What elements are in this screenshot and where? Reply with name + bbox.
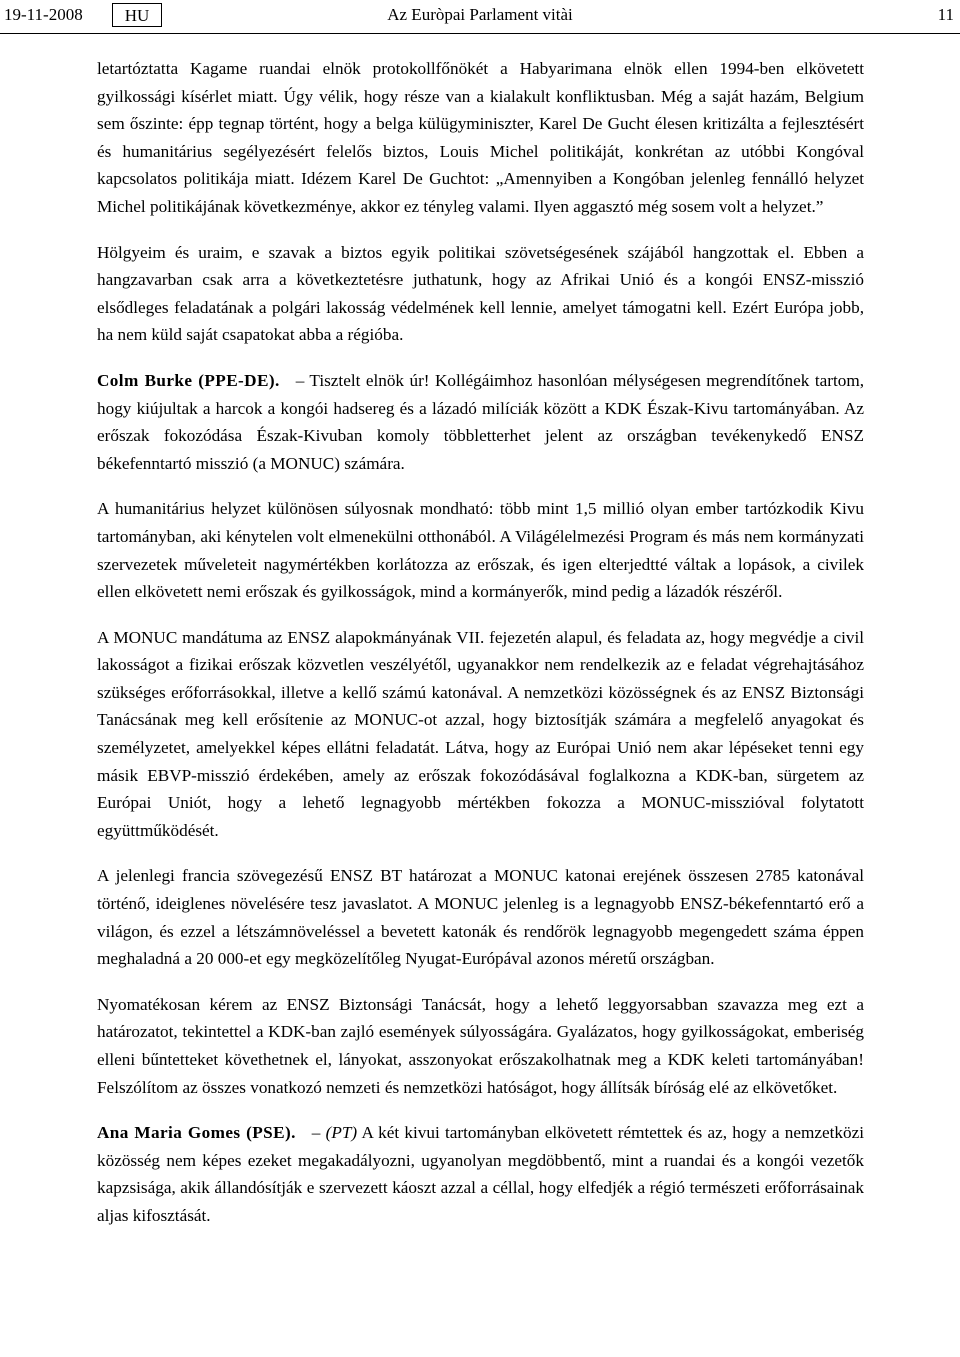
paragraph-1: letartóztatta Kagame ruandai elnök protokollfőnökét a Habyarimana elnök ellen 1994-ben elkövetett gyilkossági kísérlet miatt. Úgy vélik, hogy része van a kialakult konfliktusban. Még a saját hazám, Belgium sem őszinte: épp tegnap történt, hogy a belga külügyminiszter, Karel De Gucht élesen kritizálta a fejlesztésért és humanitárius segélyezésért felelős biztos, Louis Michel politikáját, konkrétan az utóbbi Kongóval kapcsolatos politikája miatt. Idézem Karel De Guchtot: „Amennyiben a Kongóban jelenleg fennálló helyzet Michel politikájának következménye, akkor ez tényleg valami. Ilyen aggasztó még sosem volt a helyzet.”: [97, 59, 864, 216]
language-tag: (PT): [325, 1123, 358, 1143]
speech-text: A két kivui tartományban elkövetett rémtettek és az, hogy a nemzetközi közösség nem képes ezeket megakadályozni, ugyanolyan megdöbbentő, mint a ruandai és a kongói vezetők kapzsisága, akik állandósítják e szervezett káoszt azzal a céllal, hogy elfedjék a régió természeti erőforrásainak aljas kifosztását.: [97, 1123, 864, 1225]
page-header: [0, 0, 960, 34]
paragraph-6: A jelenlegi francia szövegezésű ENSZ BT határozat a MONUC katonai erejének összesen 2785 katonával történő, ideiglenes növelésére tesz javaslatot. A MONUC jelenleg is a legnagyobb ENSZ-békefenntartó erő a világon, és ezzel a létszámnöveléssel a bevetett katonák és rendőrök legnagyobb megengedett száma éppen meghaladná a 20 000-et egy megközelítőleg Nyugat-Európával azonos méretű országban.: [97, 866, 864, 969]
document-body: [97, 55, 864, 1248]
header-title: Az Euròpai Parlament vitài: [387, 5, 573, 24]
page-number: 11: [937, 5, 954, 24]
paragraph-3: [97, 367, 864, 477]
language-badge: HU: [112, 3, 162, 27]
paragraph-7: Nyomatékosan kérem az ENSZ Biztonsági Tanácsát, hogy a lehető leggyorsabban szavazza meg ezt a határozatot, tekintettel a KDK-ban zajló események súlyosságára. Gyalázatos, hogy gyilkosságokat, emberiség elleni bűntetteket követhetnek el, lányokat, asszonyokat erőszakolhatnak meg a KDK keleti tartományában! Felszólítom az összes vonatkozó nemzeti és nemzetközi hatóságot, hogy állítsák bíróság elé az elkövetőket.: [97, 994, 864, 1097]
speech-dash: –: [295, 370, 305, 390]
header-date: 19-11-2008: [4, 5, 83, 24]
paragraph-8: [97, 1119, 864, 1229]
speaker-name: Colm Burke (PPE-DE).: [97, 370, 280, 390]
speech-dash: –: [311, 1123, 321, 1143]
paragraph-4: A humanitárius helyzet különösen súlyosnak mondható: több mint 1,5 millió olyan ember tartózkodik Kivu tartományban, aki kénytelen volt elmenekülni otthonából. A Világélelmezési Program és más nem kormányzati szervezetek műveleteit nagymértékben korlátozza az erőszak, és igen elterjedtté váltak a lopások, a civilek ellen elkövetett nemi erőszak és gyilkosságok, mind a kormányerők, mind pedig a lázadók részéről.: [97, 499, 864, 602]
speech-text: Tisztelt elnök úr! Kollégáimhoz hasonlóan mélységesen megrendítőnek tartom, hogy kiújultak a harcok a kongói hadsereg és a lázadó milíciák között a KDK Észak-Kivu tartományában. Az erőszak fokozódása Észak-Kivuban komoly többletterhet jelent az országban tevékenykedő ENSZ békefenntartó misszió (a MONUC) számára.: [97, 370, 864, 473]
speaker-name: Ana Maria Gomes (PSE).: [97, 1123, 296, 1143]
paragraph-5: A MONUC mandátuma az ENSZ alapokmányának VII. fejezetén alapul, és feladata az, hogy megvédje a civil lakosságot a fizikai erőszak közvetlen veszélyétől, ugyanakkor nem rendelkezik az e feladat végrehajtásához szükséges erőforrásokkal, illetve a kellő számú katonával. A nemzetközi közösségnek és az ENSZ Biztonsági Tanácsának meg kell erősítenie az MONUC-ot azzal, hogy biztosítják számára a megfelelő anyagokat és személyzetet, amelyekkel képes ellátni feladatát. Látva, hogy az Európai Unió nem akar lépéseket tenni egy másik EBVP-misszió érdekében, amely az erőszak fokozódásával foglalkozna a KDK-ban, sürgetem az Európai Uniót, hogy a lehető legnagyobb mértékben fokozza a MONUC-misszióval folytatott együttműködését.: [97, 627, 864, 840]
paragraph-2: Hölgyeim és uraim, e szavak a biztos egyik politikai szövetségesének szájából hangzottak el. Ebben a hangzavarban csak arra a következtetésre juthatunk, hogy az Afrikai Unió és a kongói ENSZ-misszió elsődleges feladatának a polgári lakosság védelmének kell lennie, amelyet támogatni kell. Ezért Európa jobb, ha nem küld saját csapatokat abba a régióba.: [97, 242, 864, 345]
